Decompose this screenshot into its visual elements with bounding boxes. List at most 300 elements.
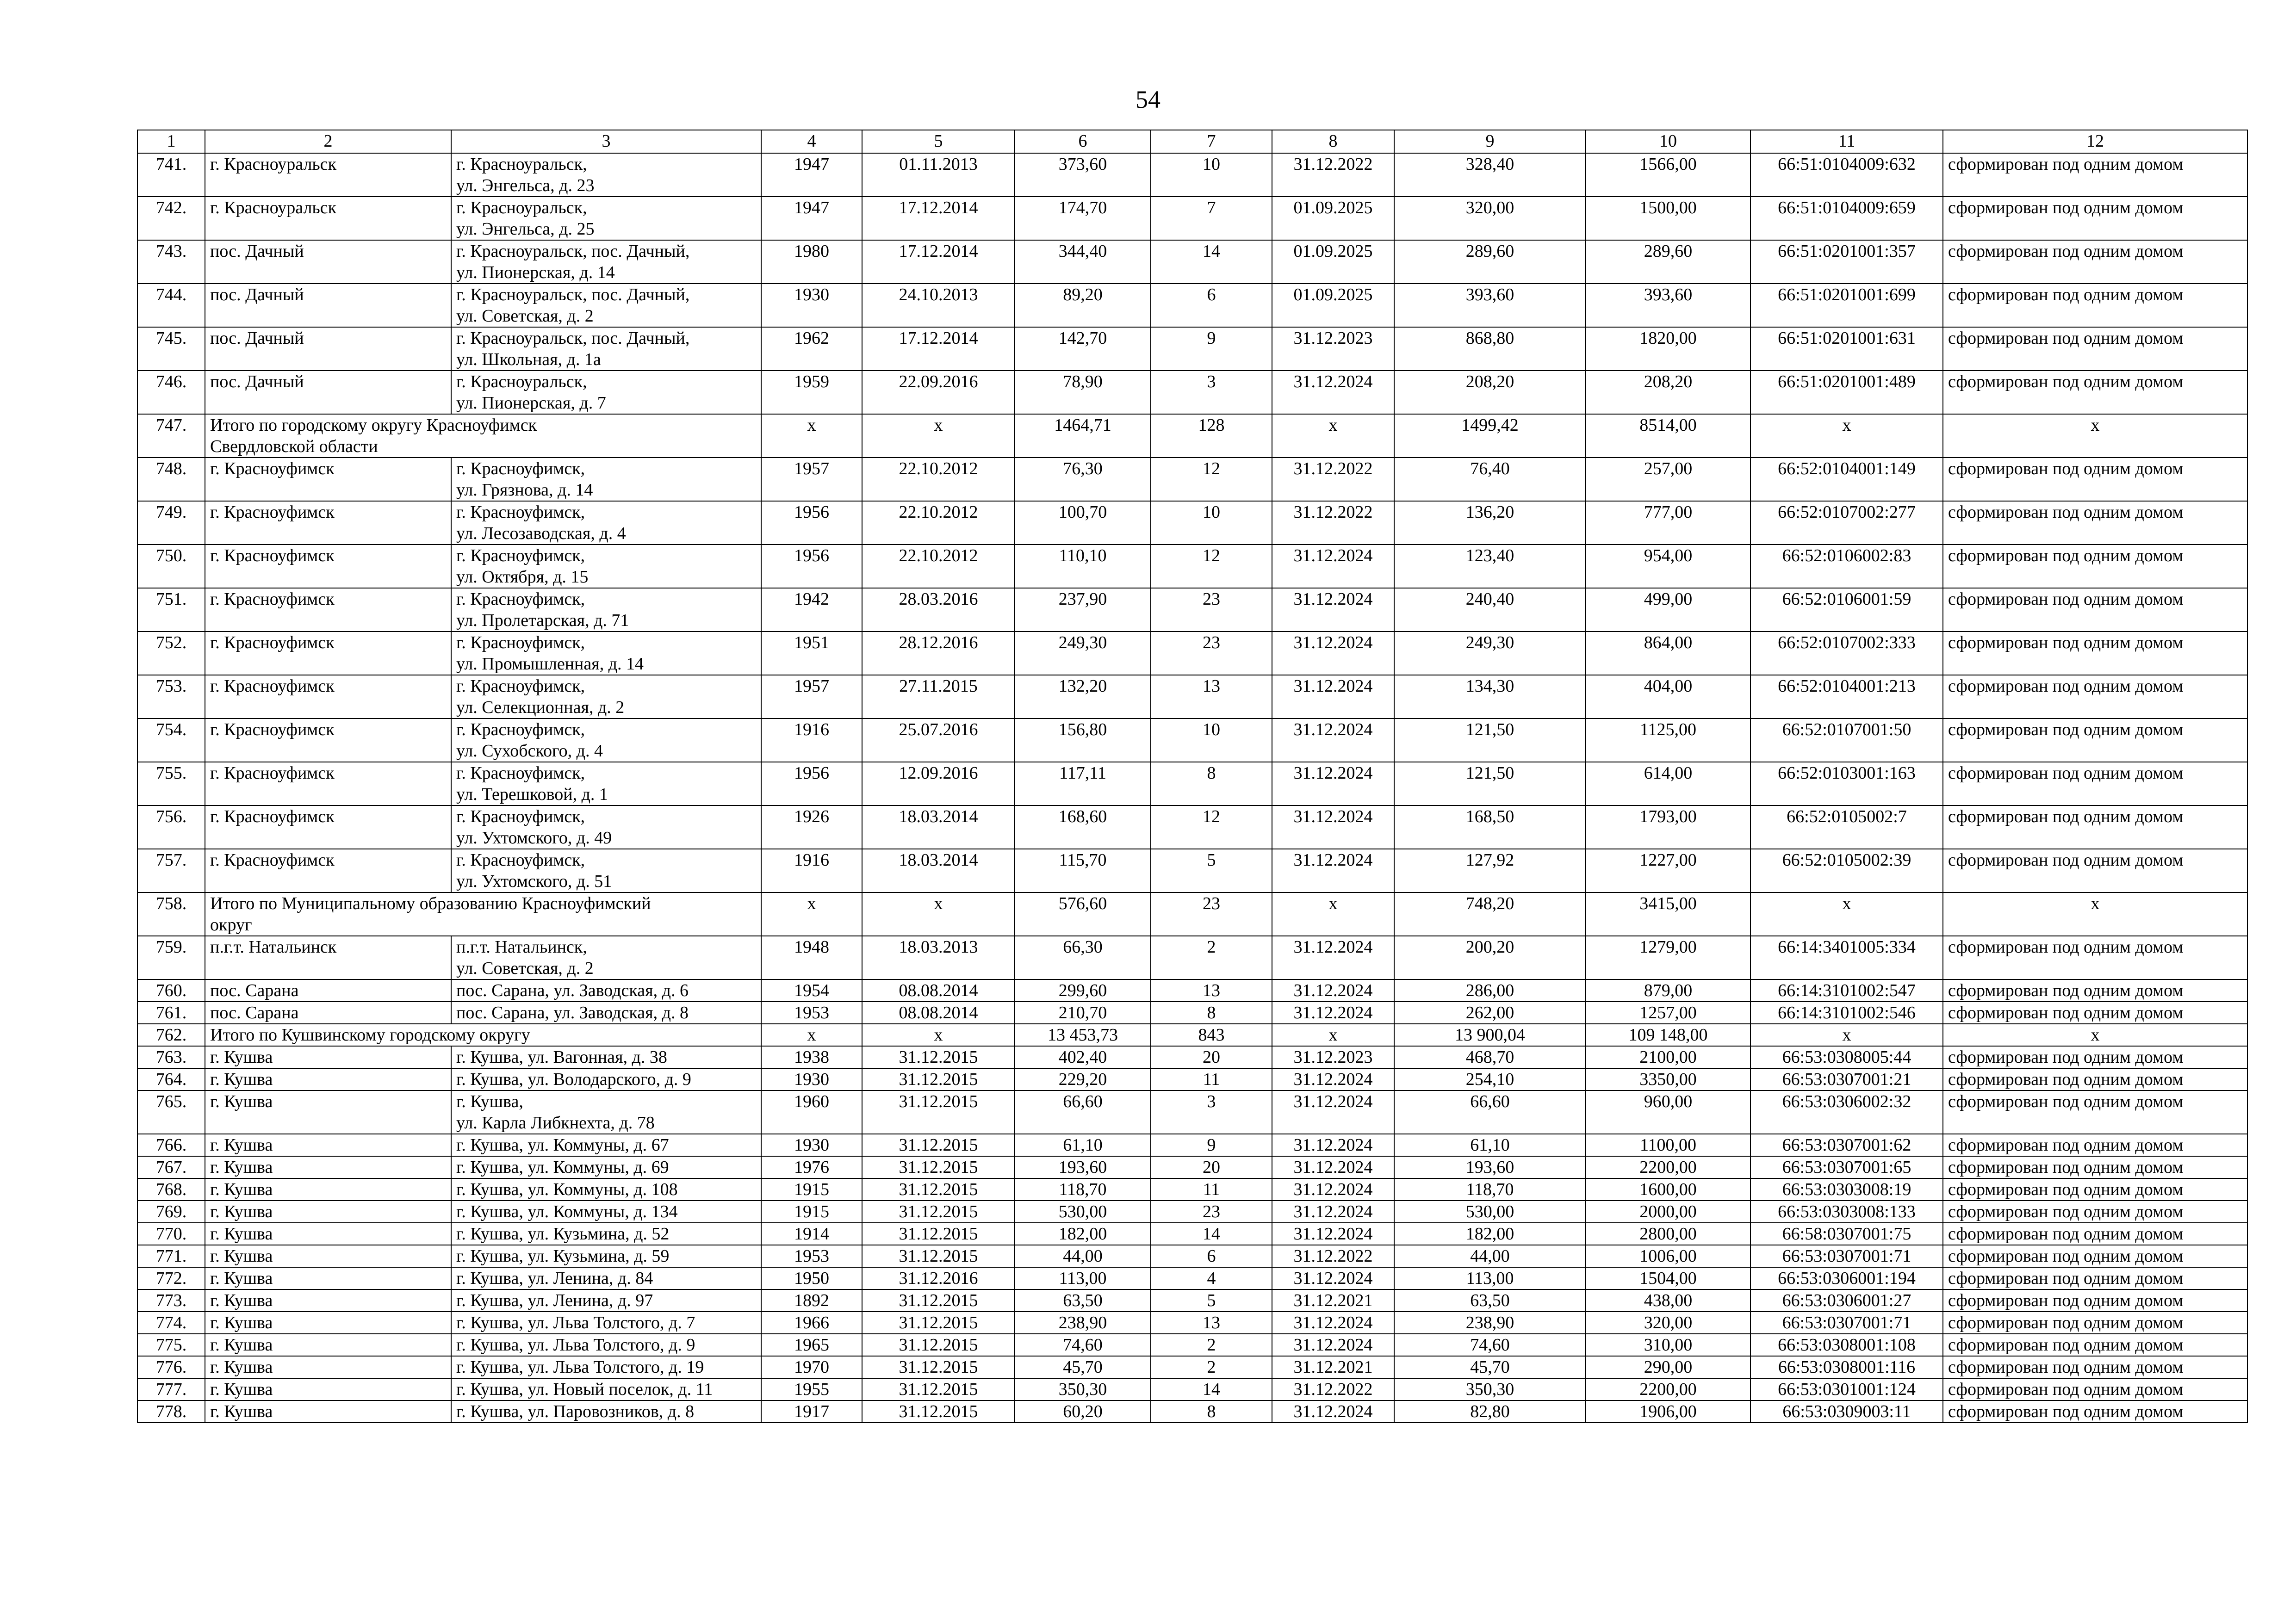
cadastral-number-cell: 66:52:0104001:149 bbox=[1750, 458, 1943, 501]
cadastral-number-cell: 66:52:0106002:83 bbox=[1750, 545, 1943, 588]
value-b-cell: 1227,00 bbox=[1586, 849, 1750, 892]
value-b-cell: 1600,00 bbox=[1586, 1178, 1750, 1201]
count-cell: 4 bbox=[1151, 1267, 1272, 1289]
value-b-cell: 2200,00 bbox=[1586, 1156, 1750, 1178]
column-header-4: 4 bbox=[761, 130, 862, 153]
cadastral-number-cell: 66:53:0308001:108 bbox=[1750, 1334, 1943, 1356]
table-row bbox=[137, 1334, 2247, 1356]
locality-cell: пос. Дачный bbox=[205, 284, 451, 327]
deadline-cell: 31.12.2024 bbox=[1272, 632, 1394, 675]
value-b-cell: 1125,00 bbox=[1586, 719, 1750, 762]
area-cell: 61,10 bbox=[1015, 1134, 1151, 1156]
table-row bbox=[137, 197, 2247, 240]
year-cell: 1916 bbox=[761, 849, 862, 892]
date-cell: 28.12.2016 bbox=[862, 632, 1015, 675]
area-cell: 402,40 bbox=[1015, 1046, 1151, 1068]
date-cell: 31.12.2015 bbox=[862, 1378, 1015, 1400]
deadline-cell: 31.12.2022 bbox=[1272, 1378, 1394, 1400]
status-cell: сформирован под одним домом bbox=[1943, 371, 2247, 414]
deadline-cell: 31.12.2024 bbox=[1272, 1090, 1394, 1134]
date-cell: 27.11.2015 bbox=[862, 675, 1015, 719]
table-row bbox=[137, 1201, 2247, 1223]
date-cell: 18.03.2013 bbox=[862, 936, 1015, 979]
address-cell: г. Кушва, ул. Коммуны, д. 134 bbox=[451, 1201, 761, 1223]
count-cell: 6 bbox=[1151, 1245, 1272, 1267]
deadline-cell: 31.12.2024 bbox=[1272, 1178, 1394, 1201]
year-cell: 1947 bbox=[761, 197, 862, 240]
table-row bbox=[137, 849, 2247, 892]
count-cell: 23 bbox=[1151, 1201, 1272, 1223]
date-cell: 28.03.2016 bbox=[862, 588, 1015, 632]
value-b-cell: 1820,00 bbox=[1586, 327, 1750, 371]
column-header-12: 12 bbox=[1943, 130, 2247, 153]
status-cell: сформирован под одним домом bbox=[1943, 284, 2247, 327]
count-cell: 13 bbox=[1151, 1312, 1272, 1334]
row-number-cell: 745. bbox=[137, 327, 205, 371]
table-row bbox=[137, 675, 2247, 719]
status-cell: сформирован под одним домом bbox=[1943, 1312, 2247, 1334]
locality-cell: пос. Дачный bbox=[205, 327, 451, 371]
subtotal-label-cell: Итого по Кушвинскому городскому округу bbox=[205, 1024, 761, 1046]
deadline-cell: 31.12.2024 bbox=[1272, 805, 1394, 849]
count-cell: 14 bbox=[1151, 240, 1272, 284]
locality-cell: г. Красноуфимск bbox=[205, 719, 451, 762]
value-a-cell: 76,40 bbox=[1394, 458, 1586, 501]
date-cell: 22.09.2016 bbox=[862, 371, 1015, 414]
cadastral-number-cell: 66:52:0107001:50 bbox=[1750, 719, 1943, 762]
cadastral-number-cell: 66:53:0307001:62 bbox=[1750, 1134, 1943, 1156]
locality-cell: г. Кушва bbox=[205, 1201, 451, 1223]
cadastral-number-cell: 66:53:0307001:71 bbox=[1750, 1245, 1943, 1267]
area-cell: 373,60 bbox=[1015, 153, 1151, 197]
value-a-cell: 63,50 bbox=[1394, 1289, 1586, 1312]
address-cell: г. Кушва, ул. Кузьмина, д. 59 bbox=[451, 1245, 761, 1267]
deadline-cell: 31.12.2024 bbox=[1272, 371, 1394, 414]
count-cell: 12 bbox=[1151, 545, 1272, 588]
row-number-cell: 748. bbox=[137, 458, 205, 501]
deadline-cell: х bbox=[1272, 892, 1394, 936]
area-cell: 45,70 bbox=[1015, 1356, 1151, 1378]
cadastral-number-cell: 66:53:0307001:71 bbox=[1750, 1312, 1943, 1334]
count-cell: 2 bbox=[1151, 936, 1272, 979]
address-cell: г. Кушва, ул. Льва Толстого, д. 9 bbox=[451, 1334, 761, 1356]
deadline-cell: 31.12.2021 bbox=[1272, 1289, 1394, 1312]
status-cell: сформирован под одним домом bbox=[1943, 1289, 2247, 1312]
date-cell: 25.07.2016 bbox=[862, 719, 1015, 762]
table-row bbox=[137, 327, 2247, 371]
row-number-cell: 749. bbox=[137, 501, 205, 545]
count-cell: 5 bbox=[1151, 849, 1272, 892]
date-cell: 22.10.2012 bbox=[862, 545, 1015, 588]
locality-cell: пос. Сарана bbox=[205, 979, 451, 1002]
cadastral-number-cell: 66:53:0306002:32 bbox=[1750, 1090, 1943, 1134]
row-number-cell: 764. bbox=[137, 1068, 205, 1090]
status-cell: сформирован под одним домом bbox=[1943, 1267, 2247, 1289]
cadastral-number-cell: 66:53:0308001:116 bbox=[1750, 1356, 1943, 1378]
locality-cell: г. Красноуфимск bbox=[205, 588, 451, 632]
status-cell: сформирован под одним домом bbox=[1943, 1002, 2247, 1024]
subtotal-row bbox=[137, 414, 2247, 458]
cadastral-number-cell: 66:52:0105002:39 bbox=[1750, 849, 1943, 892]
year-cell: 1930 bbox=[761, 1134, 862, 1156]
value-b-cell: 3350,00 bbox=[1586, 1068, 1750, 1090]
year-cell: х bbox=[761, 1024, 862, 1046]
cadastral-number-cell: 66:53:0306001:194 bbox=[1750, 1267, 1943, 1289]
address-cell: г. Красноуфимск, ул. Терешковой, д. 1 bbox=[451, 762, 761, 805]
locality-cell: пос. Сарана bbox=[205, 1002, 451, 1024]
address-cell: г. Кушва, ул. Новый поселок, д. 11 bbox=[451, 1378, 761, 1400]
cadastral-number-cell: х bbox=[1750, 1024, 1943, 1046]
value-a-cell: 13 900,04 bbox=[1394, 1024, 1586, 1046]
row-number-cell: 767. bbox=[137, 1156, 205, 1178]
count-cell: 3 bbox=[1151, 371, 1272, 414]
count-cell: 23 bbox=[1151, 588, 1272, 632]
address-cell: г. Кушва, ул. Коммуны, д. 67 bbox=[451, 1134, 761, 1156]
value-a-cell: 208,20 bbox=[1394, 371, 1586, 414]
address-cell: пос. Сарана, ул. Заводская, д. 6 bbox=[451, 979, 761, 1002]
table-row bbox=[137, 1312, 2247, 1334]
row-number-cell: 757. bbox=[137, 849, 205, 892]
address-cell: пос. Сарана, ул. Заводская, д. 8 bbox=[451, 1002, 761, 1024]
count-cell: 10 bbox=[1151, 153, 1272, 197]
status-cell: сформирован под одним домом bbox=[1943, 719, 2247, 762]
column-header-11: 11 bbox=[1750, 130, 1943, 153]
date-cell: 31.12.2015 bbox=[862, 1134, 1015, 1156]
date-cell: 31.12.2015 bbox=[862, 1312, 1015, 1334]
date-cell: 24.10.2013 bbox=[862, 284, 1015, 327]
date-cell: 17.12.2014 bbox=[862, 327, 1015, 371]
value-a-cell: 530,00 bbox=[1394, 1201, 1586, 1223]
value-b-cell: 290,00 bbox=[1586, 1356, 1750, 1378]
status-cell: сформирован под одним домом bbox=[1943, 1400, 2247, 1423]
locality-cell: г. Красноуфимск bbox=[205, 632, 451, 675]
value-b-cell: 2000,00 bbox=[1586, 1201, 1750, 1223]
year-cell: х bbox=[761, 892, 862, 936]
status-cell: сформирован под одним домом bbox=[1943, 545, 2247, 588]
date-cell: 31.12.2015 bbox=[862, 1156, 1015, 1178]
table-row bbox=[137, 936, 2247, 979]
value-a-cell: 113,00 bbox=[1394, 1267, 1586, 1289]
locality-cell: г. Красноуфимск bbox=[205, 675, 451, 719]
count-cell: 9 bbox=[1151, 327, 1272, 371]
count-cell: 10 bbox=[1151, 501, 1272, 545]
row-number-cell: 759. bbox=[137, 936, 205, 979]
status-cell: х bbox=[1943, 892, 2247, 936]
year-cell: 1956 bbox=[761, 762, 862, 805]
locality-cell: г. Красноуральск bbox=[205, 153, 451, 197]
count-cell: 13 bbox=[1151, 675, 1272, 719]
value-a-cell: 240,40 bbox=[1394, 588, 1586, 632]
area-cell: 118,70 bbox=[1015, 1178, 1151, 1201]
deadline-cell: 31.12.2024 bbox=[1272, 762, 1394, 805]
row-number-cell: 743. bbox=[137, 240, 205, 284]
area-cell: 100,70 bbox=[1015, 501, 1151, 545]
count-cell: 14 bbox=[1151, 1223, 1272, 1245]
locality-cell: г. Кушва bbox=[205, 1178, 451, 1201]
area-cell: 63,50 bbox=[1015, 1289, 1151, 1312]
count-cell: 6 bbox=[1151, 284, 1272, 327]
date-cell: 17.12.2014 bbox=[862, 240, 1015, 284]
status-cell: сформирован под одним домом bbox=[1943, 1223, 2247, 1245]
status-cell: сформирован под одним домом bbox=[1943, 675, 2247, 719]
registry-table bbox=[137, 130, 2248, 1423]
area-cell: 89,20 bbox=[1015, 284, 1151, 327]
cadastral-number-cell: 66:52:0103001:163 bbox=[1750, 762, 1943, 805]
status-cell: сформирован под одним домом bbox=[1943, 1178, 2247, 1201]
locality-cell: г. Кушва bbox=[205, 1046, 451, 1068]
date-cell: 31.12.2015 bbox=[862, 1201, 1015, 1223]
value-a-cell: 136,20 bbox=[1394, 501, 1586, 545]
area-cell: 66,60 bbox=[1015, 1090, 1151, 1134]
row-number-cell: 741. bbox=[137, 153, 205, 197]
value-b-cell: 1504,00 bbox=[1586, 1267, 1750, 1289]
table-row bbox=[137, 719, 2247, 762]
year-cell: 1960 bbox=[761, 1090, 862, 1134]
count-cell: 11 bbox=[1151, 1178, 1272, 1201]
table-row bbox=[137, 153, 2247, 197]
count-cell: 3 bbox=[1151, 1090, 1272, 1134]
row-number-cell: 762. bbox=[137, 1024, 205, 1046]
area-cell: 117,11 bbox=[1015, 762, 1151, 805]
status-cell: сформирован под одним домом bbox=[1943, 805, 2247, 849]
area-cell: 299,60 bbox=[1015, 979, 1151, 1002]
date-cell: х bbox=[862, 1024, 1015, 1046]
count-cell: 5 bbox=[1151, 1289, 1272, 1312]
row-number-cell: 778. bbox=[137, 1400, 205, 1423]
area-cell: 76,30 bbox=[1015, 458, 1151, 501]
area-cell: 60,20 bbox=[1015, 1400, 1151, 1423]
status-cell: х bbox=[1943, 414, 2247, 458]
deadline-cell: 31.12.2024 bbox=[1272, 1068, 1394, 1090]
area-cell: 344,40 bbox=[1015, 240, 1151, 284]
deadline-cell: 31.12.2022 bbox=[1272, 1245, 1394, 1267]
count-cell: 8 bbox=[1151, 762, 1272, 805]
table-row bbox=[137, 979, 2247, 1002]
table-row bbox=[137, 588, 2247, 632]
row-number-cell: 766. bbox=[137, 1134, 205, 1156]
locality-cell: г. Кушва bbox=[205, 1068, 451, 1090]
column-header-3: 3 bbox=[451, 130, 761, 153]
value-b-cell: 879,00 bbox=[1586, 979, 1750, 1002]
status-cell: сформирован под одним домом bbox=[1943, 1334, 2247, 1356]
status-cell: сформирован под одним домом bbox=[1943, 327, 2247, 371]
year-cell: 1951 bbox=[761, 632, 862, 675]
count-cell: 14 bbox=[1151, 1378, 1272, 1400]
year-cell: 1914 bbox=[761, 1223, 862, 1245]
year-cell: 1956 bbox=[761, 545, 862, 588]
table-row bbox=[137, 1356, 2247, 1378]
subtotal-label-cell: Итого по городскому округу Красноуфимск Свердловской области bbox=[205, 414, 761, 458]
year-cell: 1915 bbox=[761, 1178, 862, 1201]
status-cell: сформирован под одним домом bbox=[1943, 979, 2247, 1002]
date-cell: 31.12.2015 bbox=[862, 1046, 1015, 1068]
cadastral-number-cell: 66:53:0306001:27 bbox=[1750, 1289, 1943, 1312]
date-cell: 31.12.2015 bbox=[862, 1400, 1015, 1423]
address-cell: г. Кушва, ул. Ленина, д. 84 bbox=[451, 1267, 761, 1289]
row-number-cell: 774. bbox=[137, 1312, 205, 1334]
subtotal-row bbox=[137, 892, 2247, 936]
year-cell: 1976 bbox=[761, 1156, 862, 1178]
year-cell: 1942 bbox=[761, 588, 862, 632]
area-cell: 44,00 bbox=[1015, 1245, 1151, 1267]
year-cell: 1956 bbox=[761, 501, 862, 545]
table-row bbox=[137, 1289, 2247, 1312]
cadastral-number-cell: 66:53:0308005:44 bbox=[1750, 1046, 1943, 1068]
deadline-cell: 31.12.2024 bbox=[1272, 719, 1394, 762]
count-cell: 11 bbox=[1151, 1068, 1272, 1090]
status-cell: сформирован под одним домом bbox=[1943, 849, 2247, 892]
row-number-cell: 751. bbox=[137, 588, 205, 632]
deadline-cell: 31.12.2024 bbox=[1272, 588, 1394, 632]
value-b-cell: 1500,00 bbox=[1586, 197, 1750, 240]
table-row bbox=[137, 1090, 2247, 1134]
status-cell: сформирован под одним домом bbox=[1943, 501, 2247, 545]
value-a-cell: 262,00 bbox=[1394, 1002, 1586, 1024]
area-cell: 229,20 bbox=[1015, 1068, 1151, 1090]
table-row bbox=[137, 545, 2247, 588]
cadastral-number-cell: 66:52:0106001:59 bbox=[1750, 588, 1943, 632]
status-cell: сформирован под одним домом bbox=[1943, 1356, 2247, 1378]
date-cell: 31.12.2016 bbox=[862, 1267, 1015, 1289]
locality-cell: г. Красноуфимск bbox=[205, 458, 451, 501]
area-cell: 113,00 bbox=[1015, 1267, 1151, 1289]
area-cell: 530,00 bbox=[1015, 1201, 1151, 1223]
year-cell: 1980 bbox=[761, 240, 862, 284]
table-row bbox=[137, 458, 2247, 501]
value-a-cell: 61,10 bbox=[1394, 1134, 1586, 1156]
year-cell: 1915 bbox=[761, 1201, 862, 1223]
status-cell: сформирован под одним домом bbox=[1943, 458, 2247, 501]
address-cell: г. Красноуфимск, ул. Грязнова, д. 14 bbox=[451, 458, 761, 501]
deadline-cell: 31.12.2024 bbox=[1272, 1312, 1394, 1334]
locality-cell: г. Кушва bbox=[205, 1289, 451, 1312]
deadline-cell: 31.12.2023 bbox=[1272, 327, 1394, 371]
count-cell: 20 bbox=[1151, 1156, 1272, 1178]
date-cell: х bbox=[862, 414, 1015, 458]
locality-cell: г. Кушва bbox=[205, 1245, 451, 1267]
deadline-cell: 31.12.2024 bbox=[1272, 936, 1394, 979]
value-a-cell: 468,70 bbox=[1394, 1046, 1586, 1068]
table-row bbox=[137, 1245, 2247, 1267]
row-number-cell: 755. bbox=[137, 762, 205, 805]
value-a-cell: 74,60 bbox=[1394, 1334, 1586, 1356]
value-b-cell: 310,00 bbox=[1586, 1334, 1750, 1356]
cadastral-number-cell: 66:53:0301001:124 bbox=[1750, 1378, 1943, 1400]
address-cell: г. Кушва, ул. Паровозников, д. 8 bbox=[451, 1400, 761, 1423]
value-a-cell: 289,60 bbox=[1394, 240, 1586, 284]
area-cell: 249,30 bbox=[1015, 632, 1151, 675]
date-cell: 08.08.2014 bbox=[862, 979, 1015, 1002]
area-cell: 66,30 bbox=[1015, 936, 1151, 979]
row-number-cell: 754. bbox=[137, 719, 205, 762]
area-cell: 115,70 bbox=[1015, 849, 1151, 892]
value-a-cell: 748,20 bbox=[1394, 892, 1586, 936]
cadastral-number-cell: 66:58:0307001:75 bbox=[1750, 1223, 1943, 1245]
year-cell: 1892 bbox=[761, 1289, 862, 1312]
table-row bbox=[137, 1002, 2247, 1024]
value-a-cell: 66,60 bbox=[1394, 1090, 1586, 1134]
date-cell: 31.12.2015 bbox=[862, 1178, 1015, 1201]
area-cell: 142,70 bbox=[1015, 327, 1151, 371]
date-cell: 18.03.2014 bbox=[862, 805, 1015, 849]
cadastral-number-cell: 66:51:0201001:489 bbox=[1750, 371, 1943, 414]
address-cell: г. Кушва, ул. Володарского, д. 9 bbox=[451, 1068, 761, 1090]
value-b-cell: 960,00 bbox=[1586, 1090, 1750, 1134]
area-cell: 193,60 bbox=[1015, 1156, 1151, 1178]
year-cell: 1953 bbox=[761, 1245, 862, 1267]
locality-cell: г. Кушва bbox=[205, 1400, 451, 1423]
subtotal-label-cell: Итого по Муниципальному образованию Красноуфимский округ bbox=[205, 892, 761, 936]
deadline-cell: 31.12.2024 bbox=[1272, 849, 1394, 892]
cadastral-number-cell: 66:52:0107002:333 bbox=[1750, 632, 1943, 675]
column-header-5: 5 bbox=[862, 130, 1015, 153]
area-cell: 13 453,73 bbox=[1015, 1024, 1151, 1046]
column-number-header-row bbox=[137, 130, 2247, 153]
table-row bbox=[137, 1178, 2247, 1201]
value-a-cell: 121,50 bbox=[1394, 762, 1586, 805]
deadline-cell: 31.12.2022 bbox=[1272, 458, 1394, 501]
deadline-cell: 31.12.2024 bbox=[1272, 1267, 1394, 1289]
locality-cell: г. Кушва bbox=[205, 1223, 451, 1245]
status-cell: сформирован под одним домом bbox=[1943, 632, 2247, 675]
area-cell: 1464,71 bbox=[1015, 414, 1151, 458]
year-cell: 1938 bbox=[761, 1046, 862, 1068]
value-b-cell: 499,00 bbox=[1586, 588, 1750, 632]
area-cell: 132,20 bbox=[1015, 675, 1151, 719]
cadastral-number-cell: 66:14:3101002:547 bbox=[1750, 979, 1943, 1002]
cadastral-number-cell: 66:52:0105002:7 bbox=[1750, 805, 1943, 849]
value-b-cell: 8514,00 bbox=[1586, 414, 1750, 458]
deadline-cell: 31.12.2024 bbox=[1272, 1002, 1394, 1024]
date-cell: 08.08.2014 bbox=[862, 1002, 1015, 1024]
row-number-cell: 768. bbox=[137, 1178, 205, 1201]
value-a-cell: 44,00 bbox=[1394, 1245, 1586, 1267]
value-b-cell: 777,00 bbox=[1586, 501, 1750, 545]
value-b-cell: 2100,00 bbox=[1586, 1046, 1750, 1068]
locality-cell: г. Кушва bbox=[205, 1334, 451, 1356]
address-cell: г. Красноуральск, ул. Энгельса, д. 23 bbox=[451, 153, 761, 197]
count-cell: 843 bbox=[1151, 1024, 1272, 1046]
year-cell: 1930 bbox=[761, 284, 862, 327]
value-a-cell: 121,50 bbox=[1394, 719, 1586, 762]
count-cell: 8 bbox=[1151, 1400, 1272, 1423]
value-b-cell: 289,60 bbox=[1586, 240, 1750, 284]
row-number-cell: 776. bbox=[137, 1356, 205, 1378]
address-cell: г. Красноуральск, ул. Энгельса, д. 25 bbox=[451, 197, 761, 240]
count-cell: 2 bbox=[1151, 1356, 1272, 1378]
locality-cell: г. Кушва bbox=[205, 1356, 451, 1378]
value-a-cell: 350,30 bbox=[1394, 1378, 1586, 1400]
address-cell: г. Кушва, ул. Кузьмина, д. 52 bbox=[451, 1223, 761, 1245]
deadline-cell: х bbox=[1272, 414, 1394, 458]
count-cell: 20 bbox=[1151, 1046, 1272, 1068]
value-a-cell: 168,50 bbox=[1394, 805, 1586, 849]
value-b-cell: 954,00 bbox=[1586, 545, 1750, 588]
cadastral-number-cell: 66:51:0104009:632 bbox=[1750, 153, 1943, 197]
year-cell: 1948 bbox=[761, 936, 862, 979]
status-cell: сформирован под одним домом bbox=[1943, 240, 2247, 284]
subtotal-row bbox=[137, 1024, 2247, 1046]
value-a-cell: 193,60 bbox=[1394, 1156, 1586, 1178]
year-cell: 1947 bbox=[761, 153, 862, 197]
date-cell: 12.09.2016 bbox=[862, 762, 1015, 805]
value-a-cell: 127,92 bbox=[1394, 849, 1586, 892]
table-row bbox=[137, 1378, 2247, 1400]
value-b-cell: 1006,00 bbox=[1586, 1245, 1750, 1267]
area-cell: 168,60 bbox=[1015, 805, 1151, 849]
cadastral-number-cell: 66:53:0307001:21 bbox=[1750, 1068, 1943, 1090]
locality-cell: г. Кушва bbox=[205, 1134, 451, 1156]
